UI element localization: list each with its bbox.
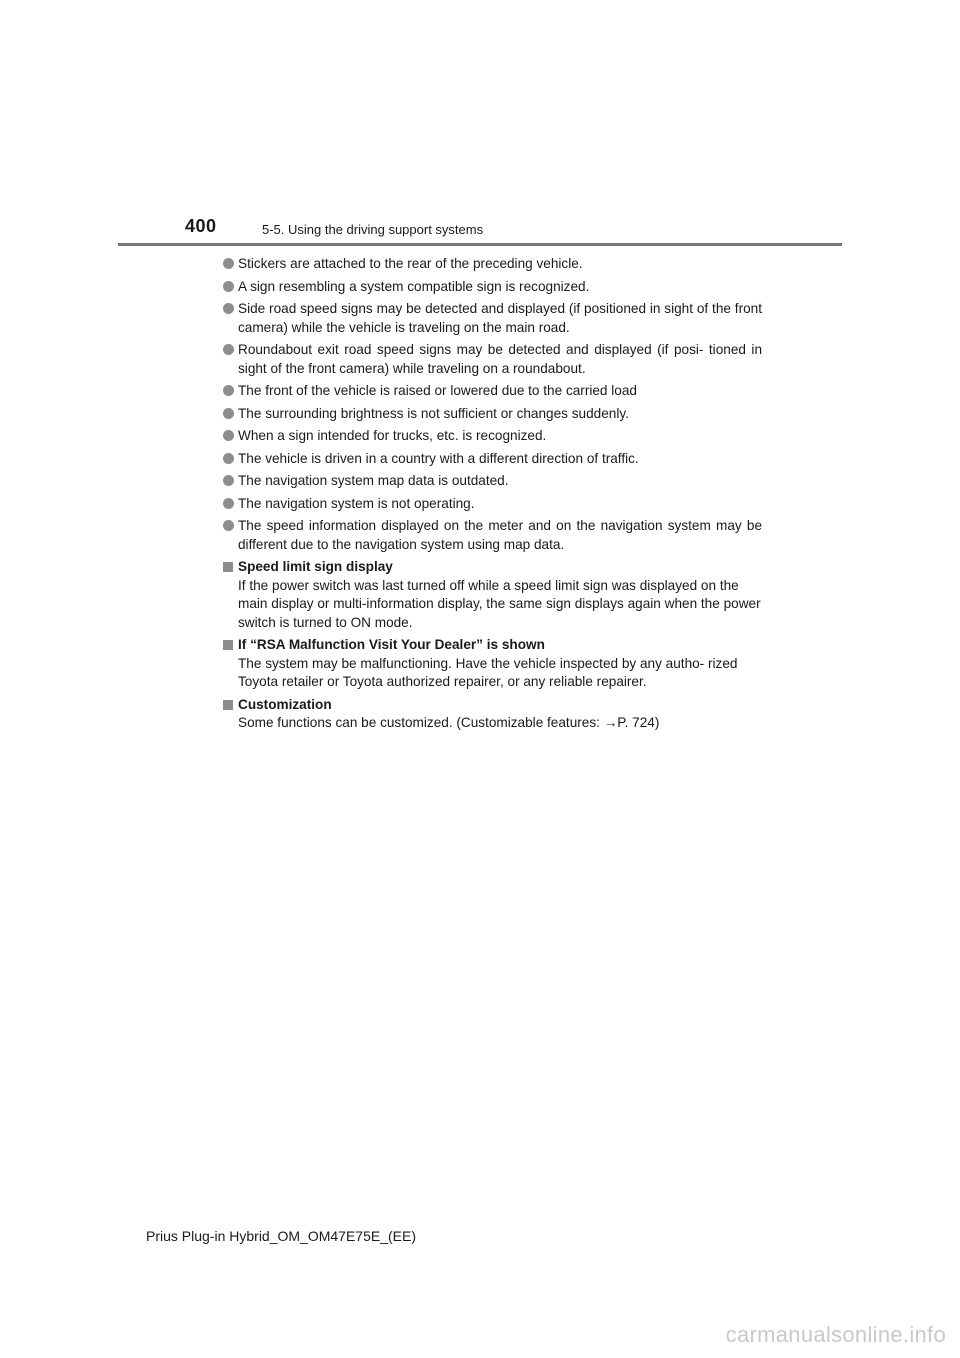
section-marker-icon: [223, 562, 233, 572]
bullet-icon: [223, 385, 234, 396]
list-item: [222, 495, 762, 514]
bullet-icon: [223, 498, 234, 509]
list-item: [222, 341, 762, 378]
list-item: [222, 427, 762, 446]
list-item-text: When a sign intended for trucks, etc. is recognized.: [238, 428, 547, 443]
section-customization: [222, 696, 762, 733]
header-divider: [118, 243, 842, 246]
list-item-text: The front of the vehicle is raised or lowered due to the carried load: [238, 383, 637, 398]
list-item: [222, 472, 762, 491]
bullet-icon: [223, 303, 234, 314]
section-speed-limit-sign-display: [222, 558, 762, 632]
section-body: If the power switch was last turned off while a speed limit sign was displayed on the main display or multi-information display, the same sign displays again when the power switch is turned to ON mode.: [238, 577, 761, 630]
section-heading: Speed limit sign display: [238, 559, 393, 574]
list-item: [222, 255, 762, 274]
bullet-icon: [223, 408, 234, 419]
list-item-text: The vehicle is driven in a country with a different direction of traffic.: [238, 450, 639, 466]
list-item-text: The navigation system map data is outdated.: [238, 473, 509, 488]
list-item-text: The navigation system is not operating.: [238, 495, 475, 511]
list-item-text: Side road speed signs may be detected and displayed (if positioned in sight of the front camera) while the vehicle is traveling on the main road.: [238, 301, 762, 335]
list-item: [222, 517, 762, 554]
section-body: Some functions can be customized. (Customizable features: →P. 724): [238, 715, 660, 730]
main-content: [222, 255, 762, 737]
bullet-icon: [223, 258, 234, 269]
bullet-icon: [223, 344, 234, 355]
section-marker-icon: [223, 700, 233, 710]
section-title: 5-5. Using the driving support systems: [262, 222, 484, 237]
page-header: [185, 216, 845, 246]
section-rsa-malfunction: [222, 636, 762, 692]
list-item: [222, 450, 762, 469]
list-item: [222, 278, 762, 297]
section-marker-icon: [223, 640, 233, 650]
bullet-icon: [223, 475, 234, 486]
list-item: [222, 405, 762, 424]
bullet-icon: [223, 281, 234, 292]
list-item: [222, 382, 762, 401]
list-item-text: The surrounding brightness is not sufficient or changes suddenly.: [238, 405, 629, 421]
footer-doc-id: Prius Plug-in Hybrid_OM_OM47E75E_(EE): [146, 1228, 416, 1244]
section-heading: If “RSA Malfunction Visit Your Dealer” is shown: [238, 637, 545, 652]
bullet-icon: [223, 453, 234, 464]
list-item-text: Stickers are attached to the rear of the preceding vehicle.: [238, 256, 583, 271]
list-item-text: The speed information displayed on the meter and on the navigation system may be different due to the navigation system using map data.: [238, 518, 762, 552]
list-item-text: A sign resembling a system compatible sign is recognized.: [238, 278, 590, 294]
section-body: The system may be malfunctioning. Have the vehicle inspected by any autho- rized Toyota retailer or Toyota authorized repairer, or any reliable repairer.: [238, 655, 738, 689]
list-item: [222, 300, 762, 337]
watermark: carmanualsonline.info: [725, 1322, 946, 1347]
bullet-icon: [223, 430, 234, 441]
page-number: 400: [185, 216, 217, 236]
bullet-icon: [223, 520, 234, 531]
list-item-text: Roundabout exit road speed signs may be detected and displayed (if posi- tioned in sight of the front camera) while traveling on a roundabout.: [238, 342, 762, 376]
section-heading: Customization: [238, 696, 332, 712]
